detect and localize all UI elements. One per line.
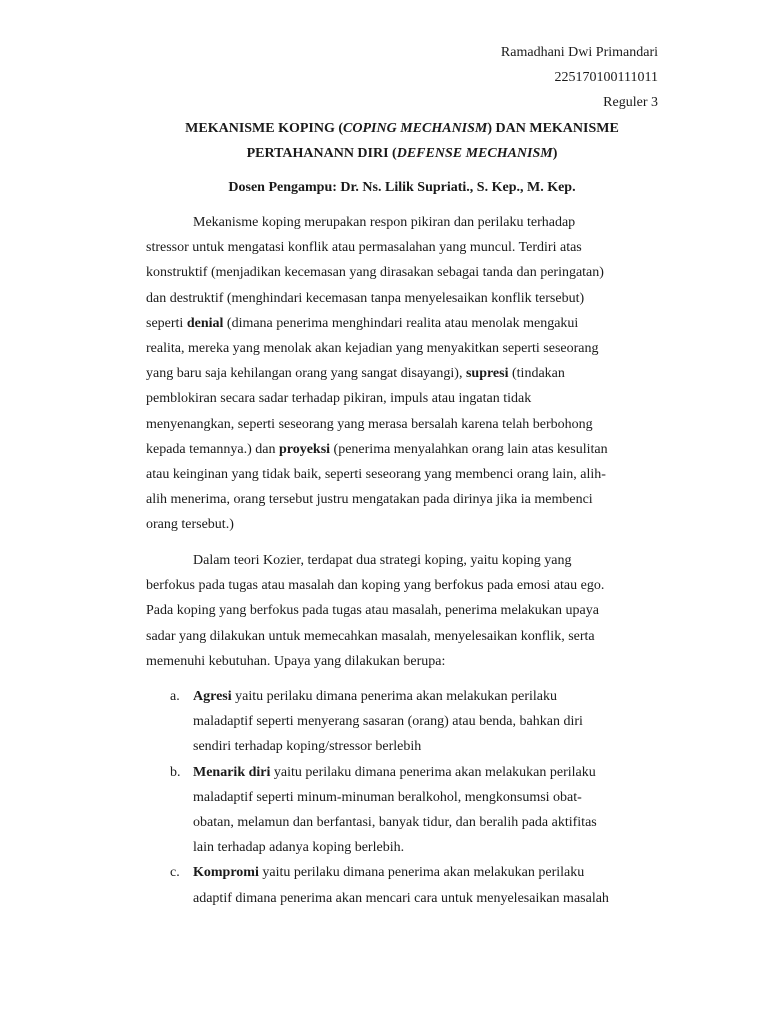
paragraph-1: [146, 210, 666, 538]
paragraph-line: Pada koping yang berfokus pada tugas atau masalah, penerima melakukan upaya: [146, 603, 599, 619]
author-name: Ramadhani Dwi Primandari: [500, 45, 658, 60]
text: yaitu perilaku dimana penerima akan melakukan perilaku: [270, 764, 596, 780]
text: yaitu perilaku dimana penerima akan melakukan perilaku: [231, 689, 557, 704]
paragraph-2: [146, 548, 666, 674]
title-text: PERTAHANANN DIRI (: [246, 146, 397, 161]
paragraph-line: sadar yang dilakukan untuk memecahkan masalah, menyelesaikan konflik, serta: [146, 628, 595, 644]
term-kompromi: Kompromi: [193, 865, 259, 881]
paragraph-line: pemblokiran secara sadar terhadap pikiran, impuls atau ingatan tidak: [146, 391, 532, 407]
list-marker: b.: [170, 764, 181, 780]
list-item: [146, 684, 666, 760]
paragraph-line: berfokus pada tugas atau masalah dan koping yang berfokus pada emosi atau ego.: [146, 578, 605, 594]
title-italic-text: DEFENSE MECHANISM: [396, 146, 553, 161]
paragraph-line: [146, 437, 666, 462]
paragraph-line: menyenangkan, seperti seseorang yang merasa bersalah karena telah berbohong: [146, 416, 593, 432]
list-line: sendiri terhadap koping/stressor berlebih: [193, 739, 422, 755]
title-text: ) DAN MEKANISME: [487, 121, 619, 136]
paragraph-line: realita, mereka yang menolak akan kejadian yang menyakitkan seperti seseorang: [146, 341, 599, 357]
term-supresi: supresi: [465, 366, 509, 382]
list-marker: a.: [170, 689, 180, 704]
lecturer-line: Dosen Pengampu: Dr. Ns. Lilik Supriati., S. Kep., M. Kep.: [228, 180, 576, 195]
text: (dimana penerima menghindari realita atau menolak mengakui: [223, 315, 579, 331]
title-text: MEKANISME KOPING (: [185, 121, 344, 136]
text: kepada temannya.) dan: [146, 441, 279, 457]
text: yaitu perilaku dimana penerima akan melakukan perilaku: [258, 865, 585, 881]
list-line: adaptif dimana penerima akan mencari cara untuk menyelesaikan masalah: [193, 890, 609, 906]
list-line: [193, 860, 666, 885]
list-line: [193, 684, 666, 709]
title-text: ): [552, 146, 558, 161]
list-line: [193, 760, 666, 785]
list-line: lain terhadap adanya koping berlebih.: [193, 840, 405, 856]
term-menarik-diri: Menarik diri: [193, 764, 271, 780]
paragraph-line: dan destruktif (menghindari kecemasan tanpa menyelesaikan konflik tersebut): [146, 290, 585, 306]
list-line: maladaptif seperti minum-minuman beralkohol, mengkonsumsi obat-: [193, 789, 582, 805]
text: (penerima menyalahkan orang lain atas kesulitan: [330, 441, 608, 457]
list-line: maladaptif seperti menyerang sasaran (orang) atau benda, bahkan diri: [193, 714, 583, 730]
list-marker: c.: [170, 865, 180, 881]
paragraph-line: stressor untuk mengatasi konflik atau permasalahan yang muncul. Terdiri atas: [146, 240, 582, 256]
document-title-line-2: [0, 145, 768, 163]
title-italic-text: COPING MECHANISM: [343, 121, 488, 136]
paragraph-line: memenuhi kebutuhan. Upaya yang dilakukan berupa:: [146, 653, 446, 669]
paragraph-line: konstruktif (menjadikan kecemasan yang dirasakan sebagai tanda dan peringatan): [146, 265, 604, 281]
list-line: obatan, melamun dan berfantasi, banyak tidur, dan beralih pada aktifitas: [193, 815, 597, 831]
text: yang baru saja kehilangan orang yang sangat disayangi),: [146, 366, 466, 382]
class-label: Reguler 3: [603, 95, 658, 110]
list-item: [146, 860, 666, 910]
text: (tindakan: [508, 366, 565, 382]
paragraph-line: atau keinginan yang tidak baik, seperti seseorang yang membenci orang lain, alih-: [146, 467, 606, 483]
document-title-line-1: [0, 120, 768, 138]
student-id: 225170100111011: [554, 70, 658, 85]
paragraph-line: alih menerima, orang tersebut justru mengatakan pada dirinya jika ia membenci: [146, 492, 593, 508]
paragraph-line: [146, 311, 666, 336]
coping-list: [146, 684, 666, 911]
paragraph-line: [146, 361, 666, 386]
term-proyeksi: proyeksi: [278, 441, 331, 457]
list-item: [146, 760, 666, 861]
paragraph-line: Mekanisme koping merupakan respon pikiran dan perilaku terhadap: [193, 215, 576, 230]
term-denial: denial: [186, 315, 224, 331]
paragraph-line: Dalam teori Kozier, terdapat dua strategi koping, yaitu koping yang: [193, 553, 572, 568]
term-agresi: Agresi: [193, 689, 232, 704]
text: seperti: [146, 315, 187, 331]
paragraph-line: orang tersebut.): [146, 517, 234, 533]
